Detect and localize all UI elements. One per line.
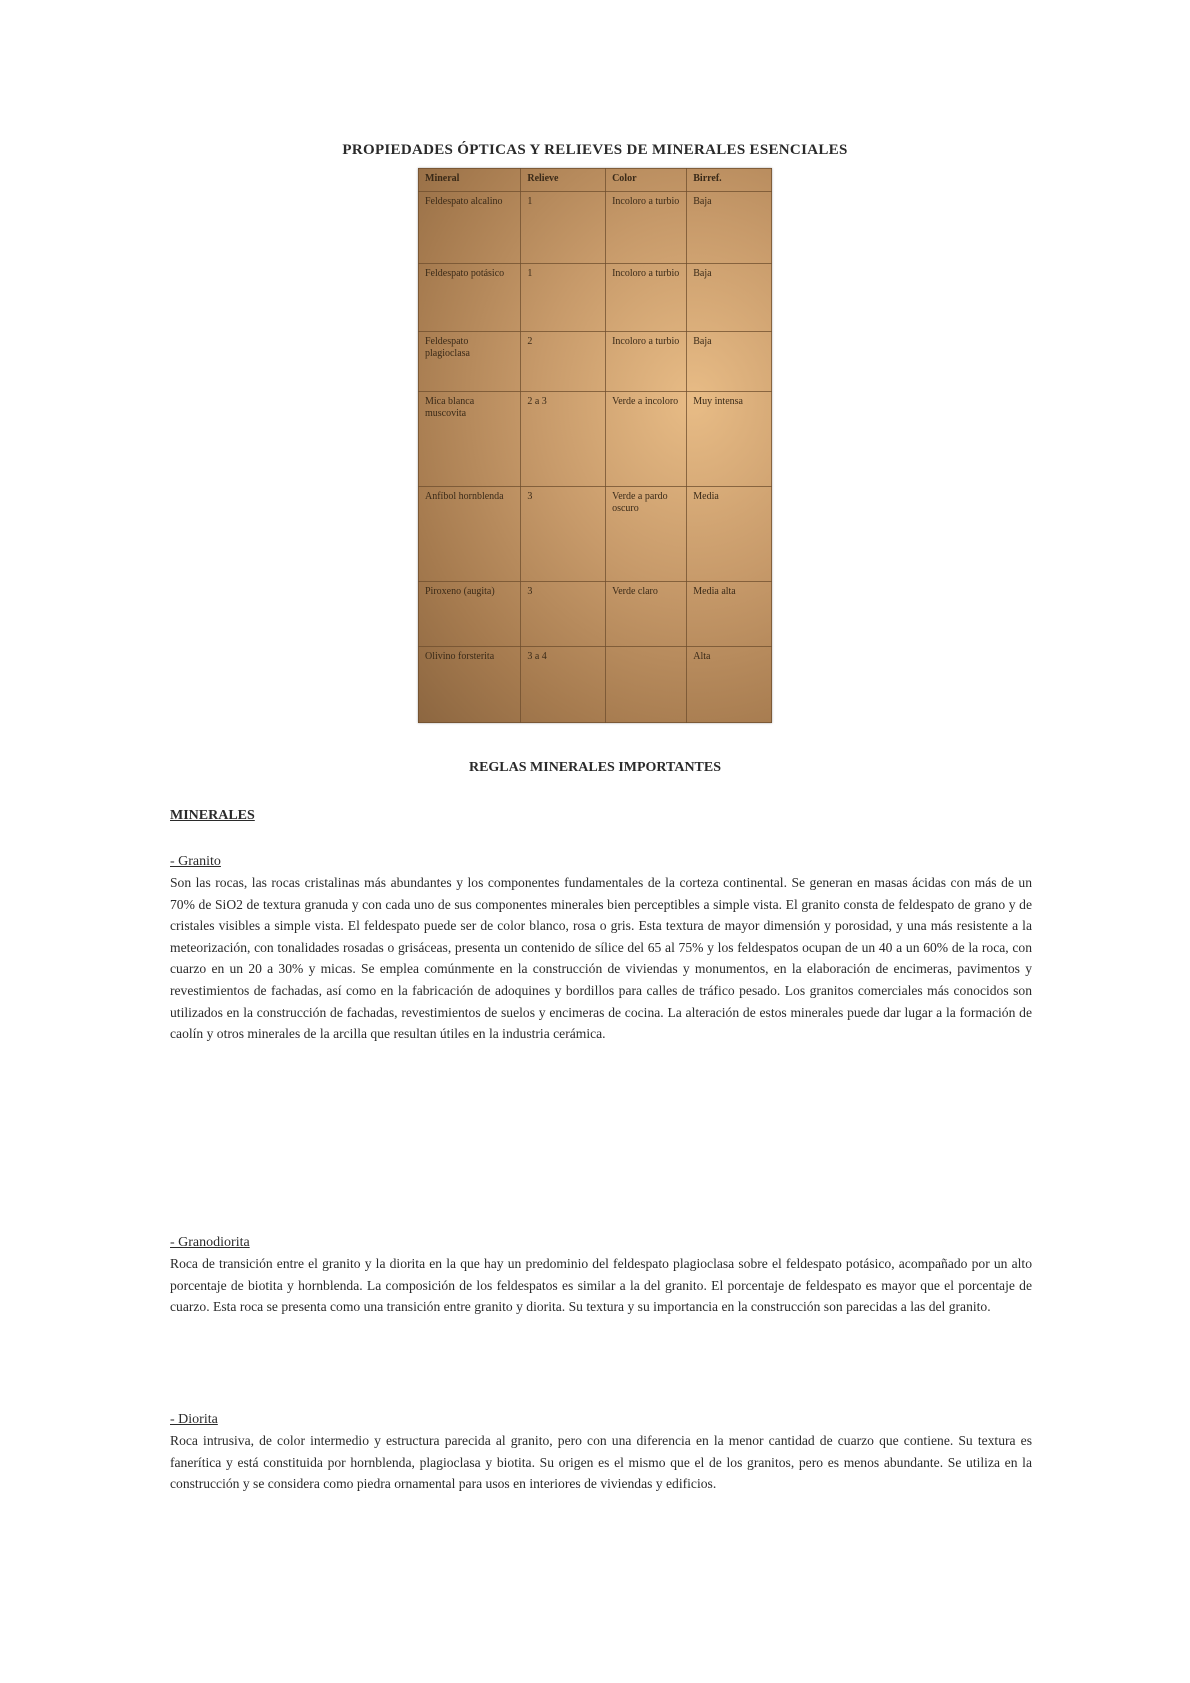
table-cell: Verde claro: [606, 582, 687, 647]
table-cell: [606, 647, 687, 723]
section-heading: MINERALES: [170, 808, 255, 823]
document-title: PROPIEDADES ÓPTICAS Y RELIEVES DE MINERALES ESENCIALES: [342, 142, 848, 158]
table-cell: 3: [521, 582, 606, 647]
table-cell: Baja: [687, 332, 772, 392]
table-cell: 1: [521, 264, 606, 332]
table-cell: Incoloro a turbio: [606, 332, 687, 392]
document-subtitle: REGLAS MINERALES IMPORTANTES: [468, 760, 722, 775]
mineral-heading: - Granodiorita: [170, 1235, 250, 1250]
table-cell: Anfíbol hornblenda: [419, 487, 521, 582]
table-row: [419, 332, 772, 392]
mineral-paragraph: Roca intrusiva, de color intermedio y estructura parecida al granito, pero con una diferencia en la menor cantidad de cuarzo que contiene. Su textura es fanerítica y está constituida por hornblenda, plagioclasa y biotita. Su origen es el mismo que el de los granitos, pero es menos abundante. Se utiliza en la construcción y se considera como piedra ornamental para usos en interiores de viviendas y edificios.: [170, 1433, 1032, 1492]
table-cell: 2: [521, 332, 606, 392]
header-relieve: Relieve: [521, 169, 606, 192]
table-cell: Piroxeno (augita): [419, 582, 521, 647]
mineral-paragraph: Roca de transición entre el granito y la diorita en la que hay un predominio del feldespato plagioclasa sobre el feldespato potásico, acompañado por un alto porcentaje de biotita y hornblenda. La composición de los feldespatos es similar a la del granito. El porcentaje de feldespato es mayor que el porcentaje de cuarzo. Esta roca se presenta como una transición entre granito y diorita. Su textura y su importancia en la construcción son parecidas a las del granito.: [170, 1256, 1032, 1315]
mineral-heading: - Diorita: [170, 1412, 218, 1427]
table-row: [419, 264, 772, 332]
table-cell: Verde a pardo oscuro: [606, 487, 687, 582]
table-cell: Media: [687, 487, 772, 582]
header-birrefringencia: Birref.: [687, 169, 772, 192]
table-cell: 1: [521, 192, 606, 264]
table-cell: Feldespato plagioclasa: [419, 332, 521, 392]
table-header-row: [419, 169, 772, 192]
table-cell: Mica blanca muscovita: [419, 392, 521, 487]
table-cell: Muy intensa: [687, 392, 772, 487]
table-cell: Olivino forsterita: [419, 647, 521, 723]
table-cell: Alta: [687, 647, 772, 723]
table-cell: Incoloro a turbio: [606, 264, 687, 332]
table-cell: Baja: [687, 264, 772, 332]
mineral-properties-table-photo: [418, 168, 772, 723]
table-row: [419, 192, 772, 264]
table-row: [419, 392, 772, 487]
table-cell: Media alta: [687, 582, 772, 647]
mineral-section-granodiorita: [170, 1233, 1032, 1318]
mineral-paragraph: Son las rocas, las rocas cristalinas más abundantes y los componentes fundamentales de la corteza continental. Se generan en masas ácidas con más de un 70% de SiO2 de textura granuda y con cada uno de sus componentes minerales bien perceptibles a simple vista. El granito consta de feldespato de grano y de cristales visibles a simple vista. El feldespato puede ser de color blanco, rosa o gris. Esta textura de mayor dimensión y porosidad, y una más resistente a la meteorización, con tonalidades rosadas o grisáceas, presenta un contenido de sílice del 65 al 75% y los feldespatos ocupan de un 40 a un 60% de la roca, con cuarzo en un 20 a 30% y micas. Se emplea comúnmente en la construcción de viviendas y monumentos, en la elaboración de encimeras, pavimentos y revestimientos de fachadas, así como en la fabricación de adoquines y bordillos para calles de tráfico pesado. Los granitos comerciales más conocidos son utilizados en la construcción de fachadas, revestimientos de suelos y encimeras de cocina. La alteración de estos minerales puede dar lugar a la formación de caolín y otros minerales de la arcilla que resultan útiles en la industria cerámica.: [170, 875, 1032, 1042]
table-cell: Baja: [687, 192, 772, 264]
mineral-properties-table: [418, 168, 772, 723]
table-cell: Feldespato potásico: [419, 264, 521, 332]
table-row: [419, 647, 772, 723]
header-mineral: Mineral: [419, 169, 521, 192]
table-cell: 3: [521, 487, 606, 582]
table-cell: 2 a 3: [521, 392, 606, 487]
mineral-heading: - Granito: [170, 854, 221, 869]
mineral-section-granito: [170, 852, 1032, 1045]
table-row: [419, 582, 772, 647]
table-cell: Feldespato alcalino: [419, 192, 521, 264]
table-cell: Verde a incoloro: [606, 392, 687, 487]
table-cell: 3 a 4: [521, 647, 606, 723]
table-cell: Incoloro a turbio: [606, 192, 687, 264]
mineral-section-diorita: [170, 1410, 1032, 1495]
table-row: [419, 487, 772, 582]
header-color: Color: [606, 169, 687, 192]
